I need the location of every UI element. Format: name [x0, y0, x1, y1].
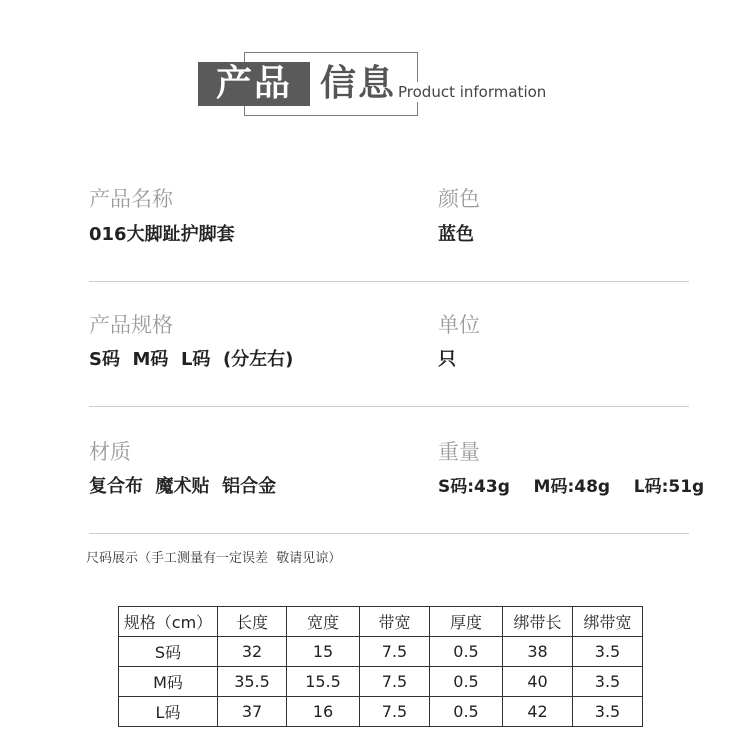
table-cell: 0.5: [430, 637, 503, 667]
table-cell: 32: [218, 637, 287, 667]
product-spec-label: 产品规格: [89, 313, 173, 337]
header-cell-width: 宽度: [287, 607, 360, 637]
table-cell: 3.5: [573, 667, 643, 697]
table-cell: 3.5: [573, 637, 643, 667]
product-spec-value: S码 M码 L码 (分左右): [89, 349, 294, 370]
table-cell: 7.5: [360, 667, 430, 697]
divider-2: [89, 406, 689, 407]
table-cell: 40: [503, 667, 573, 697]
table-cell: 0.5: [430, 667, 503, 697]
product-name-value: 016大脚趾护脚套: [89, 224, 235, 245]
divider-1: [89, 281, 689, 282]
table-cell: M码: [119, 667, 218, 697]
table-row: [119, 697, 643, 727]
header-main-title: 信息: [320, 63, 397, 104]
table-cell: 7.5: [360, 637, 430, 667]
table-cell: 38: [503, 637, 573, 667]
table-cell: 3.5: [573, 697, 643, 727]
header-cell-length: 长度: [218, 607, 287, 637]
table-cell: 37: [218, 697, 287, 727]
header-cell-strap-width: 带宽: [360, 607, 430, 637]
divider-3: [89, 533, 689, 534]
product-name-label: 产品名称: [89, 187, 173, 211]
table-cell: 15.5: [287, 667, 360, 697]
header-cell-spec: 规格（cm）: [119, 607, 218, 637]
table-cell: 7.5: [360, 697, 430, 727]
table-cell: L码: [119, 697, 218, 727]
table-cell: 16: [287, 697, 360, 727]
material-value: 复合布 魔术贴 铝合金: [89, 476, 277, 497]
header-box-title: 产品: [198, 62, 310, 106]
table-row: [119, 667, 643, 697]
unit-label: 单位: [438, 313, 480, 337]
unit-value: 只: [438, 349, 456, 370]
size-table: [118, 606, 643, 727]
header-cell-thickness: 厚度: [430, 607, 503, 637]
color-label: 颜色: [438, 187, 480, 211]
table-cell: 35.5: [218, 667, 287, 697]
table-cell: S码: [119, 637, 218, 667]
table-cell: 0.5: [430, 697, 503, 727]
color-value: 蓝色: [438, 224, 474, 245]
table-row: [119, 637, 643, 667]
header-cell-band-width: 绑带宽: [573, 607, 643, 637]
header-cell-band-length: 绑带长: [503, 607, 573, 637]
size-note: 尺码展示（手工测量有一定误差 敬请见谅）: [86, 551, 342, 566]
material-label: 材质: [89, 440, 131, 464]
table-cell: 15: [287, 637, 360, 667]
size-table-header-row: [119, 607, 643, 637]
weight-label: 重量: [438, 440, 480, 464]
weight-value: S码:43g M码:48g L码:51g: [438, 477, 705, 497]
header-subtitle: Product information: [398, 83, 547, 101]
table-cell: 42: [503, 697, 573, 727]
